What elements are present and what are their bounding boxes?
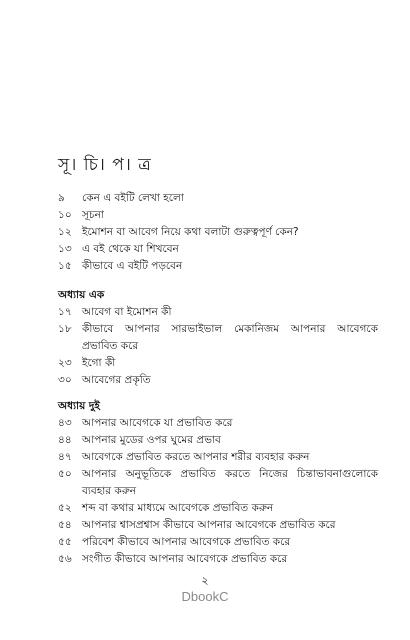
toc-entry-page: ৪৭: [58, 451, 72, 463]
toc-entry: [58, 534, 378, 551]
toc-entry-page: ১৭: [58, 306, 72, 318]
toc-entry-page: ৪৩: [58, 417, 72, 429]
chapter-heading: অধ্যায় এক: [58, 289, 105, 301]
word: চিন্তাভাবনাগুলোকে: [297, 468, 378, 480]
toc-entry-page: ৪৪: [58, 434, 72, 446]
toc-entry: [58, 551, 378, 568]
toc-entry-page: ৫৬: [58, 553, 72, 565]
word: সারভাইভাল: [171, 323, 223, 335]
toc-entry: [58, 258, 378, 275]
word: আপনার: [290, 323, 326, 335]
toc-entry-page: ৫০: [58, 468, 72, 480]
toc-entry-title: [82, 466, 378, 500]
word: করতে: [224, 468, 251, 480]
toc-entry: [58, 432, 378, 449]
toc-entry-page: ৫৪: [58, 519, 72, 531]
toc-entry-title: কীভাবে এ বইটি পড়বেন: [82, 260, 183, 272]
toc-entry-title: এ বই থেকে যা শিখবেন: [82, 243, 179, 255]
toc-entry: [58, 241, 378, 258]
toc-entry-title: আবেগ বা ইমোশন কী: [82, 306, 172, 318]
word: আবেগকে: [337, 323, 378, 335]
toc-intro-section: [58, 190, 378, 275]
toc-entry-title: কেন এ বইটি লেখা হলো: [82, 192, 184, 204]
toc-entry: [58, 190, 378, 207]
toc-entry-title: আপনার মুডের ওপর ঘুমের প্রভাব: [82, 434, 221, 446]
toc-entry: [58, 415, 378, 432]
toc-entry-title: পরিবেশ কীভাবে আপনার আবেগকে প্রভাবিত করে: [82, 536, 291, 548]
toc-entry-title: [82, 321, 378, 355]
word: আপনার: [82, 468, 117, 480]
toc-entry-title: আপনার শ্বাসপ্রশ্বাস কীভাবে আপনার আবেগকে প্রভাবিত করে: [82, 519, 336, 531]
toc-entry: [58, 500, 378, 517]
toc-entry-page: ৫২: [58, 502, 72, 514]
toc-entry-title: ইগো কী: [82, 357, 116, 369]
toc-entry: [58, 372, 378, 389]
toc-title: সূ। চি। প। ত্র: [58, 155, 152, 175]
chapter-heading: অধ্যায় দুই: [58, 400, 100, 412]
toc-entry-title-continuation: ব্যবহার করুন: [82, 485, 137, 497]
toc-entry-title-line: [82, 466, 378, 483]
toc-entry-page: ১৮: [58, 323, 72, 335]
toc-entry-title: আবেগকে প্রভাবিত করতে আপনার শরীর ব্যবহার করুন: [82, 451, 310, 463]
page-number: ২: [201, 574, 209, 587]
toc-chapter-two: [58, 398, 378, 568]
toc-entry-title-line: [82, 321, 378, 338]
toc-entry: [58, 321, 378, 355]
toc-entry: [58, 207, 378, 224]
toc-entry-page: ৯: [58, 192, 65, 204]
toc-entry-page: ১০: [58, 209, 72, 221]
toc-entry: [58, 304, 378, 321]
word: নিজের: [259, 468, 288, 480]
watermark-text: DbookC: [181, 589, 229, 604]
word: অনুভূতিকে: [125, 468, 172, 480]
toc-entry-page: ২৩: [58, 357, 72, 369]
word: আপনার: [125, 323, 160, 335]
word: মেকানিজম: [234, 323, 280, 335]
toc-entry-title-continuation: প্রভাবিত করে: [82, 340, 139, 352]
toc-entry-title: আবেগের প্রকৃতি: [82, 374, 151, 386]
toc-entry: [58, 355, 378, 372]
word: কীভাবে: [82, 323, 114, 335]
toc-entry-title: আপনার আবেগকে যা প্রভাবিত করে: [82, 417, 233, 429]
toc-chapter-one: [58, 287, 378, 389]
toc-entry: [58, 449, 378, 466]
toc-entry: [58, 224, 378, 241]
toc-entry: [58, 517, 378, 534]
toc-entry-title: শব্দ বা কথার মাধ্যমে আবেগকে প্রভাবিত করুন: [82, 502, 274, 514]
toc-entry-title: সংগীত কীভাবে আপনার আবেগকে প্রভাবিত করে: [82, 553, 288, 565]
toc-entry-title: ইমোশন বা আবেগ নিয়ে কথা বলাটা গুরুত্বপূর্ণ কেন?: [82, 226, 299, 238]
toc-entry-page: ১৩: [58, 243, 72, 255]
toc-entry-page: ৫৫: [58, 536, 72, 548]
toc-entry: [58, 466, 378, 500]
toc-entry-title: সূচনা: [82, 209, 104, 221]
toc-entry-page: ১৫: [58, 260, 72, 272]
toc-entry-page: ১২: [58, 226, 72, 238]
word: প্রভাবিত: [180, 468, 216, 480]
toc-entry-page: ৩০: [58, 374, 72, 386]
